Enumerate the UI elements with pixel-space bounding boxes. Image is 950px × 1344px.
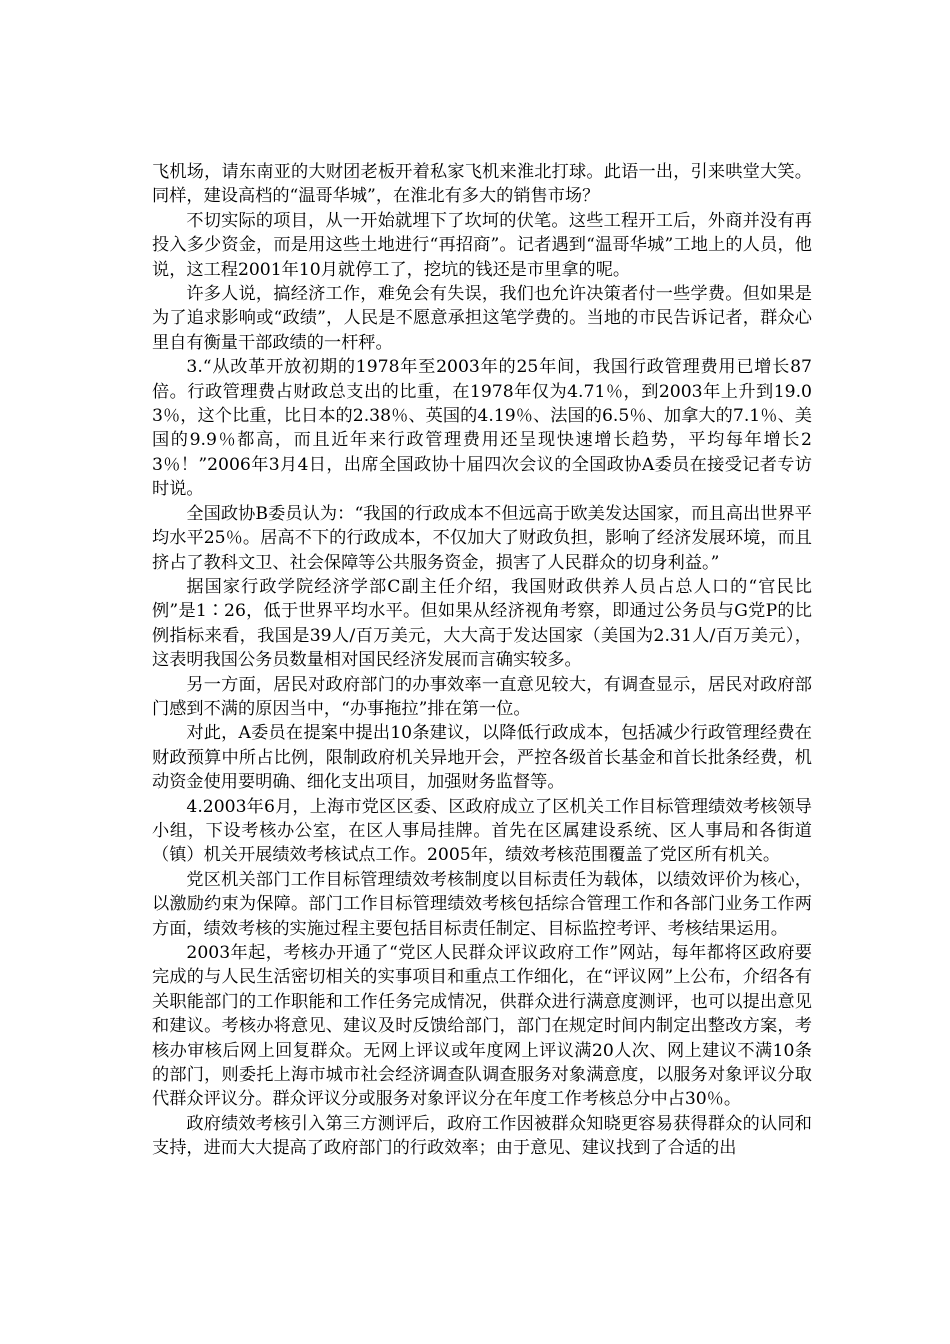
paragraph-4: 3.“从改革开放初期的1978年至2003年的25年间，我国行政管理费用已增长87倍。行政管理费占财政总支出的比重，在1978年仅为4.71％，到2003年上升到19.03％，这个比重，比日本的2.38％、英国的4.19％、法国的6.5％、加拿大的7.1％、美国的9.9％都高，而且近年来行政管理费用还呈现快速增长趋势，平均每年增长23％！”2006年3月4日，出席全国政协十届四次会议的全国政协A委员在接受记者专访时说。: [152, 357, 812, 500]
paragraph-9: 4.2003年6月，上海市党区区委、区政府成立了区机关工作目标管理绩效考核领导小组，下设考核办公室，在区人事局挂牌。首先在区属建设系统、区人事局和各街道（镇）机关开展绩效考核试点工作。2005年，绩效考核范围覆盖了党区所有机关。: [152, 796, 812, 866]
paragraph-1: 飞机场，请东南亚的大财团老板开着私家飞机来淮北打球。此语一出，引来哄堂大笑。同样，建设高档的“温哥华城”，在淮北有多大的销售市场？: [152, 162, 812, 207]
document-page: [152, 160, 812, 1161]
paragraph-8: 对此，A委员在提案中提出10条建议，以降低行政成本，包括减少行政管理经费在财政预算中所占比例，限制政府机关异地开会，严控各级首长基金和首长批条经费，机动资金使用要明确、细化支出项目，加强财务监督等。: [152, 723, 812, 793]
paragraph-5: 全国政协B委员认为：“我国的行政成本不但远高于欧美发达国家，而且高出世界平均水平25％。居高不下的行政成本，不仅加大了财政负担，影响了经济发展环境，而且挤占了教科文卫、社会保障等公共服务资金，损害了人民群众的切身利益。”: [152, 503, 812, 573]
paragraph-10: 党区机关部门工作目标管理绩效考核制度以目标责任为载体，以绩效评价为核心，以激励约束为保障。部门工作目标管理绩效考核包括综合管理工作和各部门业务工作两方面，绩效考核的实施过程主要包括目标责任制定、目标监控考评、考核结果运用。: [152, 869, 812, 939]
paragraph-7: 另一方面，居民对政府部门的办事效率一直意见较大，有调查显示，居民对政府部门感到不满的原因当中，“办事拖拉”排在第一位。: [152, 674, 812, 719]
paragraph-2: 不切实际的项目，从一开始就埋下了坎坷的伏笔。这些工程开工后，外商并没有再投入多少资金，而是用这些土地进行“再招商”。记者遇到“温哥华城”工地上的人员，他说，这工程2001年10月就停工了，挖坑的钱还是市里拿的呢。: [152, 210, 812, 280]
paragraph-12: 政府绩效考核引入第三方测评后，政府工作因被群众知晓更容易获得群众的认同和支持，进而大大提高了政府部门的行政效率；由于意见、建议找到了合适的出: [152, 1113, 812, 1159]
paragraph-11: 2003年起，考核办开通了“党区人民群众评议政府工作”网站，每年都将区政府要完成的与人民生活密切相关的实事项目和重点工作细化，在“评议网”上公布，介绍各有关职能部门的工作职能和工作任务完成情况，供群众进行满意度测评，也可以提出意见和建议。考核办将意见、建议及时反馈给部门，部门在规定时间内制定出整改方案，考核办审核后网上回复群众。无网上评议或年度网上评议满20人次、网上建议不满10条的部门，则委托上海市城市社会经济调查队调查服务对象满意度，以服务对象评议分取代群众评议分。群众评议分或服务对象评议分在年度工作考核总分中占30％。: [152, 943, 812, 1110]
paragraph-6: 据国家行政学院经济学部C副主任介绍，我国财政供养人员占总人口的“官民比例”是1∶26，低于世界平均水平。但如果从经济视角考察，即通过公务员与G党P的比例指标来看，我国是39人/百万美元，大大高于发达国家（美国为2.31人/百万美元），这表明我国公务员数量相对国民经济发展而言确实较多。: [152, 576, 812, 671]
paragraph-3: 许多人说，搞经济工作，难免会有失误，我们也允许决策者付一些学费。但如果是为了追求影响或“政绩”，人民是不愿意承担这笔学费的。当地的市民告诉记者，群众心里自有衡量干部政绩的一杆秤。: [152, 284, 812, 353]
